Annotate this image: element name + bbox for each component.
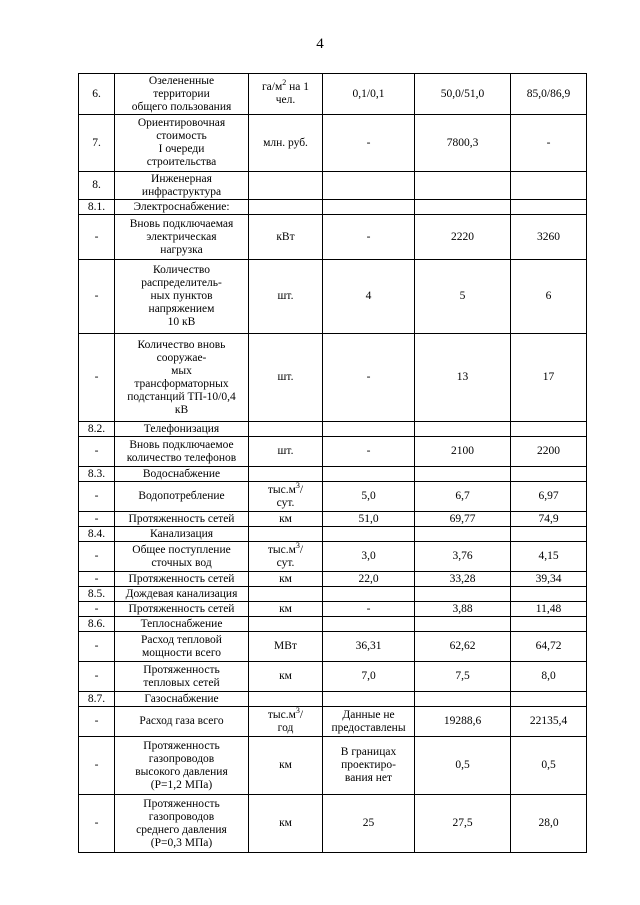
table-row <box>79 737 587 795</box>
value-cell-3 <box>511 467 587 482</box>
unit-cell <box>249 527 323 542</box>
unit-text: тыс.м <box>267 483 296 496</box>
unit-suffix: / сут. <box>276 483 304 509</box>
value-cell-1 <box>323 172 415 200</box>
unit-text: тыс.м <box>267 543 296 556</box>
row-number-cell: - <box>79 437 115 467</box>
row-number-cell: - <box>79 707 115 737</box>
unit-cell <box>249 632 323 662</box>
unit-cell <box>249 692 323 707</box>
row-number-cell: 8. <box>79 172 115 200</box>
row-number-cell: 8.4. <box>79 527 115 542</box>
value-cell-3: 85,0/86,9 <box>511 74 587 115</box>
unit-cell <box>249 334 323 422</box>
row-number-cell: - <box>79 662 115 692</box>
unit-text: шт. <box>277 445 294 457</box>
row-number-cell: - <box>79 482 115 512</box>
value-cell-2: 2100 <box>415 437 511 467</box>
unit-cell <box>249 662 323 692</box>
value-cell-1 <box>323 467 415 482</box>
value-cell-3: 6 <box>511 260 587 334</box>
table-row <box>79 617 587 632</box>
indicator-name-cell: Вновь подключаемое количество телефонов <box>115 437 249 467</box>
value-cell-2: 69,77 <box>415 512 511 527</box>
table-row <box>79 467 587 482</box>
value-cell-2: 7800,3 <box>415 115 511 172</box>
value-cell-3: 11,48 <box>511 602 587 617</box>
unit-cell <box>249 602 323 617</box>
unit-cell <box>249 587 323 602</box>
table-row <box>79 707 587 737</box>
value-cell-3: 8,0 <box>511 662 587 692</box>
value-cell-3: 22135,4 <box>511 707 587 737</box>
value-cell-1: - <box>323 437 415 467</box>
table-row <box>79 115 587 172</box>
unit-text: км <box>279 670 292 682</box>
value-cell-3: 2200 <box>511 437 587 467</box>
value-cell-2: 3,76 <box>415 542 511 572</box>
unit-text: км <box>279 602 292 615</box>
indicator-name-cell: Теплоснабжение <box>115 617 249 632</box>
unit-text: км <box>279 817 292 829</box>
row-number-cell: 8.6. <box>79 617 115 632</box>
value-cell-1: - <box>323 215 415 260</box>
unit-text: км <box>279 572 292 585</box>
value-cell-1: Данные не предоставлены <box>323 707 415 737</box>
indicator-name-cell: Количество вновь сооружае- мых трансформаторных подстанций ТП-10/0,4 кВ <box>115 334 249 422</box>
table-row <box>79 527 587 542</box>
table-row <box>79 512 587 527</box>
value-cell-1: 22,0 <box>323 572 415 587</box>
value-cell-2: 5 <box>415 260 511 334</box>
value-cell-2 <box>415 422 511 437</box>
row-number-cell: - <box>79 215 115 260</box>
unit-cell <box>249 215 323 260</box>
table-body <box>79 74 587 853</box>
value-cell-2: 62,62 <box>415 632 511 662</box>
value-cell-3: - <box>511 115 587 172</box>
value-cell-2 <box>415 617 511 632</box>
indicator-name-cell: Расход газа всего <box>115 707 249 737</box>
value-cell-1 <box>323 527 415 542</box>
unit-text: млн. руб. <box>263 136 308 149</box>
table-row <box>79 200 587 215</box>
value-cell-1: 0,1/0,1 <box>323 74 415 115</box>
value-cell-1 <box>323 617 415 632</box>
unit-text: МВт <box>274 640 297 652</box>
unit-cell <box>249 74 323 115</box>
value-cell-2 <box>415 587 511 602</box>
table-row <box>79 74 587 115</box>
value-cell-1: 51,0 <box>323 512 415 527</box>
row-number-cell: 8.5. <box>79 587 115 602</box>
unit-suffix: / год <box>277 708 304 734</box>
value-cell-3 <box>511 200 587 215</box>
value-cell-2: 6,7 <box>415 482 511 512</box>
unit-superscript: 3 <box>295 481 300 490</box>
value-cell-2: 27,5 <box>415 795 511 853</box>
row-number-cell: - <box>79 737 115 795</box>
indicator-name-cell: Протяженность газопроводов среднего давления (Р=0,3 МПа) <box>115 795 249 853</box>
value-cell-3: 6,97 <box>511 482 587 512</box>
table-row <box>79 482 587 512</box>
indicator-name-cell: Общее поступление сточных вод <box>115 542 249 572</box>
value-cell-2: 0,5 <box>415 737 511 795</box>
table-row <box>79 437 587 467</box>
unit-cell <box>249 707 323 737</box>
indicator-name-cell: Электроснабжение: <box>115 200 249 215</box>
unit-superscript: 3 <box>295 706 300 715</box>
unit-cell <box>249 617 323 632</box>
table-row <box>79 542 587 572</box>
table-row <box>79 260 587 334</box>
value-cell-2: 7,5 <box>415 662 511 692</box>
indicator-name-cell: Количество распределитель- ных пунктов напряжением 10 кВ <box>115 260 249 334</box>
value-cell-2: 3,88 <box>415 602 511 617</box>
value-cell-3 <box>511 692 587 707</box>
indicator-name-cell: Озелененные территории общего пользования <box>115 74 249 115</box>
indicator-name-cell: Протяженность сетей <box>115 602 249 617</box>
unit-cell <box>249 437 323 467</box>
value-cell-3: 4,15 <box>511 542 587 572</box>
value-cell-3: 28,0 <box>511 795 587 853</box>
indicator-name-cell: Водопотребление <box>115 482 249 512</box>
value-cell-2 <box>415 527 511 542</box>
value-cell-3 <box>511 422 587 437</box>
value-cell-1: 4 <box>323 260 415 334</box>
value-cell-1: 3,0 <box>323 542 415 572</box>
unit-text: тыс.м <box>267 708 296 721</box>
value-cell-1 <box>323 692 415 707</box>
table-row <box>79 172 587 200</box>
value-cell-3: 17 <box>511 334 587 422</box>
table-row <box>79 587 587 602</box>
unit-text: га/м <box>261 81 283 93</box>
indicator-name-cell: Протяженность газопроводов высокого давления (Р=1,2 МПа) <box>115 737 249 795</box>
row-number-cell: - <box>79 632 115 662</box>
value-cell-1: В границах проектиро- вания нет <box>323 737 415 795</box>
row-number-cell: 8.3. <box>79 467 115 482</box>
value-cell-2 <box>415 692 511 707</box>
unit-cell <box>249 260 323 334</box>
unit-cell <box>249 172 323 200</box>
table-row <box>79 334 587 422</box>
value-cell-1: - <box>323 602 415 617</box>
unit-superscript: 2 <box>282 78 287 88</box>
table-row <box>79 572 587 587</box>
table-row <box>79 662 587 692</box>
indicator-name-cell: Протяженность сетей <box>115 512 249 527</box>
value-cell-2: 2220 <box>415 215 511 260</box>
value-cell-1 <box>323 200 415 215</box>
value-cell-3 <box>511 172 587 200</box>
value-cell-2: 13 <box>415 334 511 422</box>
table-row <box>79 422 587 437</box>
unit-text: кВт <box>276 230 295 243</box>
indicator-name-cell: Расход тепловой мощности всего <box>115 632 249 662</box>
value-cell-1: 25 <box>323 795 415 853</box>
unit-cell <box>249 512 323 527</box>
unit-text: шт. <box>277 290 294 302</box>
row-number-cell: 6. <box>79 74 115 115</box>
unit-cell <box>249 795 323 853</box>
value-cell-2: 33,28 <box>415 572 511 587</box>
unit-superscript: 3 <box>295 541 300 550</box>
unit-cell <box>249 422 323 437</box>
value-cell-1: 5,0 <box>323 482 415 512</box>
indicator-name-cell: Инженерная инфраструктура <box>115 172 249 200</box>
unit-text: шт. <box>277 371 294 383</box>
unit-cell <box>249 737 323 795</box>
unit-cell <box>249 200 323 215</box>
indicator-name-cell: Протяженность сетей <box>115 572 249 587</box>
row-number-cell: - <box>79 572 115 587</box>
row-number-cell: - <box>79 602 115 617</box>
value-cell-2 <box>415 467 511 482</box>
row-number-cell: - <box>79 795 115 853</box>
value-cell-3: 64,72 <box>511 632 587 662</box>
indicator-name-cell: Канализация <box>115 527 249 542</box>
indicator-name-cell: Телефонизация <box>115 422 249 437</box>
value-cell-3: 0,5 <box>511 737 587 795</box>
value-cell-1: - <box>323 115 415 172</box>
value-cell-2 <box>415 172 511 200</box>
row-number-cell: - <box>79 542 115 572</box>
value-cell-1 <box>323 422 415 437</box>
row-number-cell: 8.7. <box>79 692 115 707</box>
value-cell-1: 7,0 <box>323 662 415 692</box>
indicator-name-cell: Ориентировочная стоимость I очереди строительства <box>115 115 249 172</box>
value-cell-1 <box>323 587 415 602</box>
page-number: 4 <box>316 36 324 52</box>
value-cell-3 <box>511 617 587 632</box>
unit-cell <box>249 572 323 587</box>
value-cell-1: - <box>323 334 415 422</box>
value-cell-3 <box>511 527 587 542</box>
value-cell-3: 3260 <box>511 215 587 260</box>
value-cell-3: 39,34 <box>511 572 587 587</box>
indicator-name-cell: Вновь подключаемая электрическая нагрузка <box>115 215 249 260</box>
unit-text: км <box>279 759 292 771</box>
indicator-name-cell: Протяженность тепловых сетей <box>115 662 249 692</box>
table-row <box>79 602 587 617</box>
row-number-cell: - <box>79 334 115 422</box>
indicators-table <box>78 73 587 853</box>
indicator-name-cell: Дождевая канализация <box>115 587 249 602</box>
unit-cell <box>249 115 323 172</box>
value-cell-2 <box>415 200 511 215</box>
row-number-cell: 7. <box>79 115 115 172</box>
indicator-name-cell: Газоснабжение <box>115 692 249 707</box>
row-number-cell: - <box>79 260 115 334</box>
value-cell-2: 50,0/51,0 <box>415 74 511 115</box>
unit-text: км <box>279 512 292 525</box>
row-number-cell: 8.2. <box>79 422 115 437</box>
table-row <box>79 632 587 662</box>
unit-cell <box>249 467 323 482</box>
value-cell-3 <box>511 587 587 602</box>
value-cell-1: 36,31 <box>323 632 415 662</box>
value-cell-2: 19288,6 <box>415 707 511 737</box>
unit-suffix: / сут. <box>276 543 304 569</box>
table-row <box>79 692 587 707</box>
table-row <box>79 795 587 853</box>
unit-cell <box>249 482 323 512</box>
value-cell-3: 74,9 <box>511 512 587 527</box>
unit-cell <box>249 542 323 572</box>
unit-suffix: на 1 чел. <box>275 81 310 106</box>
row-number-cell: - <box>79 512 115 527</box>
indicator-name-cell: Водоснабжение <box>115 467 249 482</box>
row-number-cell: 8.1. <box>79 200 115 215</box>
table-row <box>79 215 587 260</box>
